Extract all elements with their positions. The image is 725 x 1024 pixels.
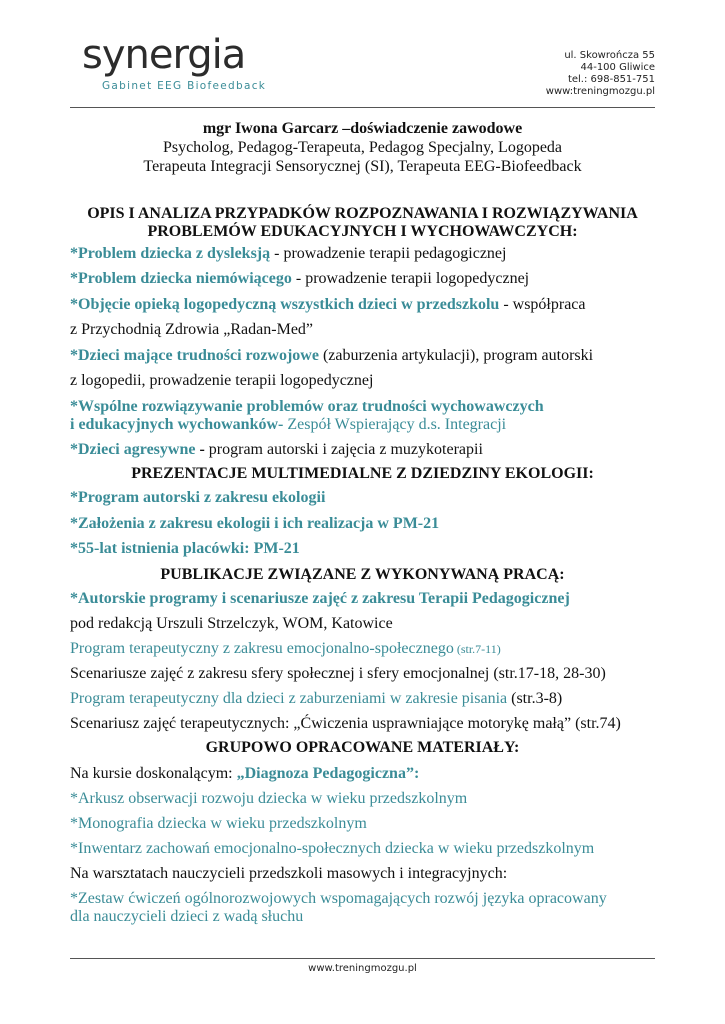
case-description: Zespół Wspierający d.s. Integracji xyxy=(283,416,507,433)
case-title: *Dzieci mające trudności rozwojowe xyxy=(70,347,319,364)
case-description: - prowadzenie terapii pedagogicznej xyxy=(270,245,507,262)
professions-line-1: Psycholog, Pedagog-Terapeuta, Pedagog Specjalny, Logopeda xyxy=(162,139,563,156)
material-item: *Arkusz obserwacji rozwoju dziecka w wieku przedszkolnym xyxy=(70,790,468,807)
case-description: - współpraca xyxy=(499,296,586,313)
presentation-item: *Założenia z zakresu ekologii i ich realizacja w PM-21 xyxy=(70,515,440,532)
course-name: „Diagnoza Pedagogiczna”: xyxy=(236,765,420,782)
publication-pages: (str.3-8) xyxy=(507,690,563,707)
publication-name: Program terapeutyczny dla dzieci z zaburzeniami w zakresie pisania xyxy=(70,690,508,707)
section-heading-cases-2: PROBLEMÓW EDUKACYJNYCH I WYCHOWAWCZYCH: xyxy=(147,223,578,240)
case-item xyxy=(70,295,586,315)
material-item: *Inwentarz zachowań emocjonalno-społecznych dziecka w wieku przedszkolnym xyxy=(70,840,595,857)
case-title: *Objęcie opieką logopedyczną wszystkich dzieci w przedszkolu xyxy=(70,296,500,313)
address-city: 44-100 Gliwice xyxy=(580,62,655,73)
case-item xyxy=(70,346,593,366)
publication-item xyxy=(70,689,562,709)
case-description: program autorski i zajęcia z muzykoterapii xyxy=(204,441,483,458)
logo xyxy=(82,32,267,100)
workshop-line: Na warsztatach nauczycieli przedszkoli masowych i integracyjnych: xyxy=(70,865,508,882)
case-item xyxy=(70,269,529,289)
footer-divider xyxy=(70,958,655,959)
case-item xyxy=(70,244,506,264)
publication-name: Program terapeutyczny z zakresu emocjonalno-społecznego xyxy=(70,640,454,657)
logo-subtitle: Gabinet EEG Biofeedback xyxy=(102,80,267,92)
section-heading-cases-1: OPIS I ANALIZA PRZYPADKÓW ROZPOZNAWANIA I ROZWIĄZYWANIA xyxy=(87,205,638,222)
case-description: (zaburzenia artykulacji), program autorski xyxy=(318,347,594,364)
publication-item: Scenariusze zajęć z zakresu sfery społecznej i sfery emocjonalnej (str.17-18, 28-30) xyxy=(70,665,606,682)
publication-pages: (str.7-11) xyxy=(453,642,501,656)
case-title: *Wspólne rozwiązywanie problemów oraz trudności wychowawczych xyxy=(70,398,544,415)
presentation-item: *55-lat istnienia placówki: PM-21 xyxy=(70,540,300,557)
case-description: - prowadzenie terapii logopedycznej xyxy=(291,270,530,287)
page-title: mgr Iwona Garcarz –doświadczenie zawodowe xyxy=(202,120,523,137)
contact-address xyxy=(546,50,655,98)
footer-url: www.treningmozgu.pl xyxy=(308,963,417,974)
section-heading-materials: GRUPOWO OPRACOWANE MATERIAŁY: xyxy=(205,739,520,756)
material-item: *Zestaw ćwiczeń ogólnorozwojowych wspomagających rozwój języka opracowany xyxy=(70,890,607,907)
case-item xyxy=(70,415,506,435)
case-continuation: z Przychodnią Zdrowia „Radan-Med” xyxy=(70,321,314,338)
case-item xyxy=(70,440,483,460)
course-line xyxy=(70,764,419,784)
case-title: *Problem dziecka z dysleksją xyxy=(70,245,271,262)
section-heading-ecology: PREZENTACJE MULTIMEDIALNE Z DZIEDZINY EKOLOGII: xyxy=(131,465,594,482)
publication-item xyxy=(70,639,501,659)
address-phone: tel.: 698-851-751 xyxy=(567,74,655,85)
presentation-item: *Program autorski z zakresu ekologii xyxy=(70,489,326,506)
material-item-continuation: dla nauczycieli dzieci z wadą słuchu xyxy=(70,908,304,925)
section-heading-publications: PUBLIKACJE ZWIĄZANE Z WYKONYWANĄ PRACĄ: xyxy=(160,566,565,583)
address-street: ul. Skowrończa 55 xyxy=(564,50,655,61)
publication-editor: pod redakcją Urszuli Strzelczyk, WOM, Katowice xyxy=(70,615,393,632)
material-item: *Monografia dziecka w wieku przedszkolnym xyxy=(70,815,367,832)
address-website: www:treningmozgu.pl xyxy=(545,86,655,97)
professions-line-2: Terapeuta Integracji Sensorycznej (SI), Terapeuta EEG-Biofeedback xyxy=(143,158,582,175)
case-title: i edukacyjnych wychowanków- xyxy=(70,416,284,433)
publication-item: Scenariusz zajęć terapeutycznych: „Ćwiczenia usprawniające motorykę małą” (str.74) xyxy=(70,715,621,732)
header-divider xyxy=(70,107,655,108)
case-dash: - xyxy=(195,441,205,458)
publication-title: *Autorskie programy i scenariusze zajęć z zakresu Terapii Pedagogicznej xyxy=(70,590,570,607)
case-title: *Problem dziecka niemówiącego xyxy=(70,270,292,287)
course-prefix: Na kursie doskonalącym: xyxy=(70,765,237,782)
case-continuation: z logopedii, prowadzenie terapii logopedycznej xyxy=(70,372,374,389)
case-title: *Dzieci agresywne xyxy=(70,441,196,458)
logo-wordmark: synergia xyxy=(82,32,246,78)
